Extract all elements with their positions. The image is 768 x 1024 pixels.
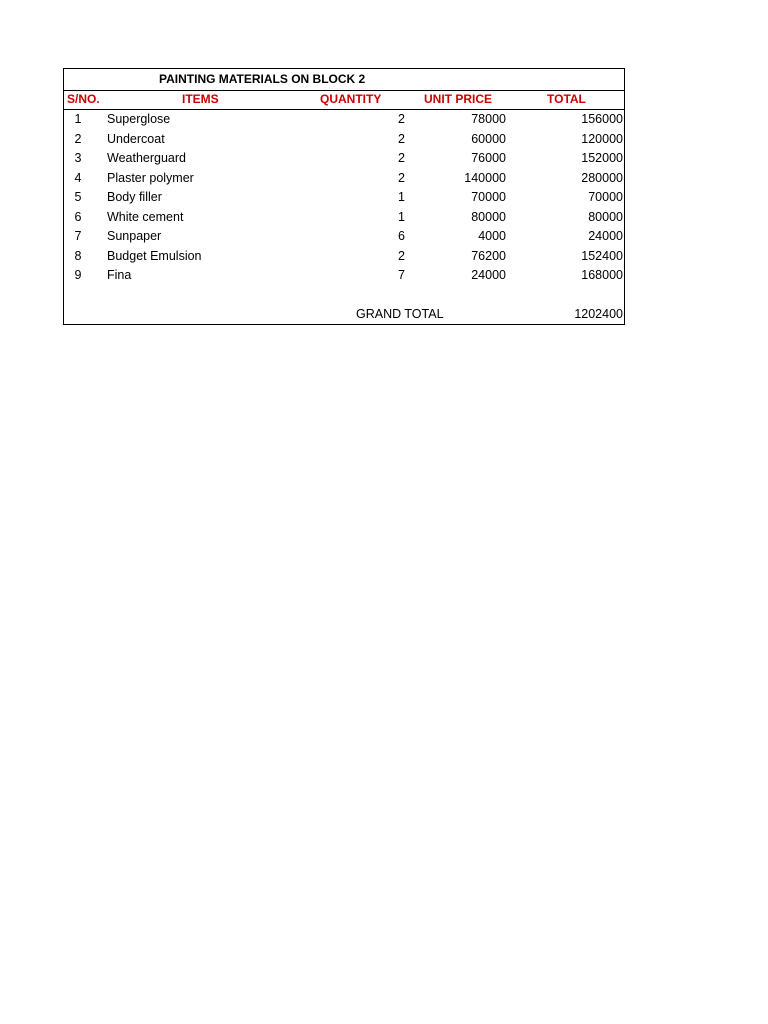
header-items: ITEMS [182,92,219,106]
cell-sno: 6 [74,209,82,224]
cell-unit-price: 76000 [471,151,506,165]
table-row [64,169,624,189]
cell-quantity: 2 [398,131,405,146]
table-row [64,188,624,208]
cell-sno: 2 [74,131,82,146]
cell-total: 156000 [581,112,623,126]
cell-sno: 8 [74,248,82,263]
materials-table [63,68,625,325]
grand-total-row [64,305,624,325]
cell-sno: 5 [74,190,82,204]
table-row [64,247,624,267]
cell-sno: 3 [74,151,82,165]
cell-total: 24000 [588,229,623,243]
table-title: PAINTING MATERIALS ON BLOCK 2 [159,72,366,86]
cell-total: 70000 [588,190,623,204]
cell-sno: 7 [74,229,82,243]
cell-total: 152000 [581,151,623,165]
cell-total: 280000 [581,170,623,185]
cell-item: Fina [107,268,132,282]
table-row [64,110,624,130]
cell-sno: 9 [74,268,82,282]
cell-quantity: 1 [398,190,405,204]
cell-item: Budget Emulsion [107,248,202,263]
header-total: TOTAL [547,92,586,106]
grand-total-label: GRAND TOTAL [356,307,444,321]
cell-item: Sunpaper [107,229,162,243]
cell-sno: 4 [74,170,82,185]
cell-unit-price: 60000 [471,131,506,146]
cell-item: Body filler [107,190,162,204]
table-row [64,227,624,247]
cell-total: 80000 [588,209,623,224]
header-quantity: QUANTITY [320,92,382,106]
cell-unit-price: 76200 [471,248,506,263]
cell-unit-price: 78000 [471,112,506,126]
cell-quantity: 7 [398,268,405,282]
cell-item: Plaster polymer [107,170,194,185]
cell-unit-price: 24000 [471,268,506,282]
cell-item: Superglose [107,112,171,126]
table-header-row [64,90,624,110]
header-sno: S/NO. [67,92,100,106]
table-row [64,208,624,228]
header-unit-price: UNIT PRICE [424,92,493,106]
cell-unit-price: 80000 [471,209,506,224]
cell-unit-price: 140000 [464,170,506,185]
cell-quantity: 2 [398,170,405,185]
table-row [64,130,624,150]
cell-item: Undercoat [107,131,165,146]
table-row [64,266,624,286]
cell-unit-price: 4000 [478,229,506,243]
cell-quantity: 2 [398,248,405,263]
cell-total: 120000 [581,131,623,146]
cell-total: 152400 [581,248,623,263]
cell-item: White cement [107,209,184,224]
table-row [64,149,624,169]
grand-total-value: 1202400 [574,307,623,321]
cell-quantity: 6 [398,229,405,243]
cell-quantity: 2 [398,151,405,165]
cell-total: 168000 [581,268,623,282]
cell-quantity: 1 [398,209,405,224]
cell-unit-price: 70000 [471,190,506,204]
cell-quantity: 2 [398,112,405,126]
cell-item: Weatherguard [107,151,186,165]
table-title-row [64,69,624,91]
cell-sno: 1 [74,112,82,126]
